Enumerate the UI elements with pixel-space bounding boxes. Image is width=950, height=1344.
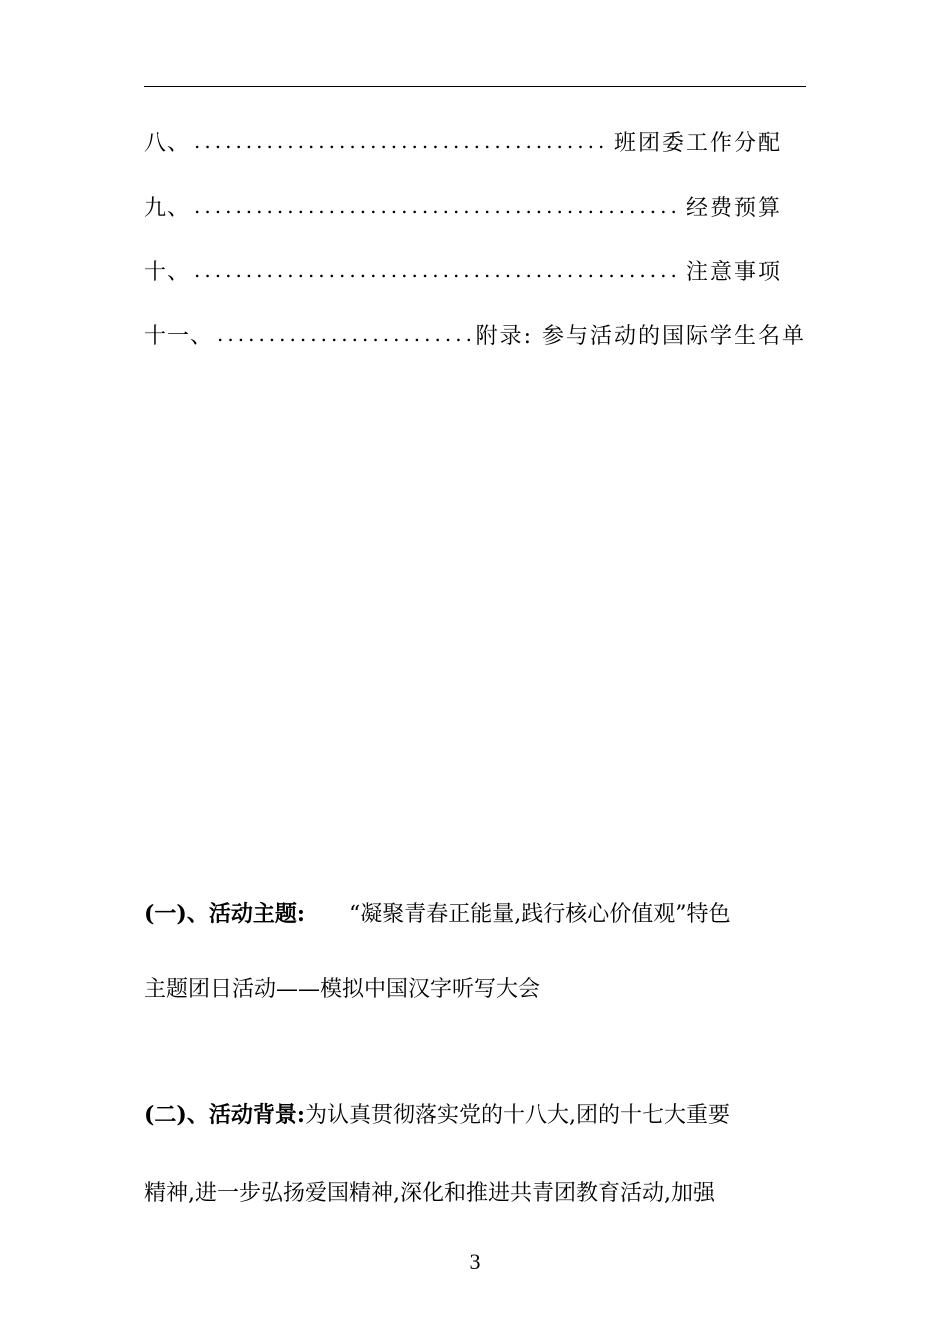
toc-entry-title: 注意事项 (685, 259, 782, 285)
theme-paragraph-line-2 (144, 972, 806, 1003)
toc-entry[interactable] (144, 124, 806, 158)
toc-entry-number: 十一、 (144, 323, 214, 349)
toc-entry-title: 经费预算 (685, 195, 782, 221)
toc-entry-title: 班团委工作分配 (613, 130, 782, 156)
toc-entry-title: 附录: 参与活动的国际学生名单 (475, 323, 806, 349)
toc-entry-number: 八、 (144, 130, 191, 156)
toc-entry[interactable] (144, 253, 806, 287)
toc-entry[interactable] (144, 189, 806, 223)
theme-paragraph-line-1 (144, 897, 806, 928)
header-rule (144, 86, 806, 87)
toc-dot-leader (194, 129, 608, 153)
background-text-line-1: 为认真贯彻落实党的十八大,团的十七大重要 (304, 1103, 730, 1128)
background-heading: (二)、活动背景: (144, 1102, 305, 1128)
theme-heading: (一)、活动主题: (144, 901, 305, 927)
page-number: 3 (469, 1249, 481, 1274)
toc-entry-number: 十、 (144, 259, 191, 285)
toc-entry-number: 九、 (144, 195, 191, 221)
theme-text-line-1: “凝聚青春正能量,践行核心价值观”特色 (348, 902, 731, 927)
background-text-line-2: 精神,进一步弘扬爱国精神,深化和推进共青团教育活动,加强 (144, 1181, 715, 1206)
toc-dot-leader (217, 322, 470, 346)
background-paragraph-line-1 (144, 1098, 806, 1129)
toc-dot-leader (194, 194, 680, 218)
toc-entry[interactable] (144, 317, 806, 351)
background-paragraph-line-2 (144, 1176, 806, 1207)
toc-dot-leader (194, 258, 680, 282)
theme-text-line-2: 主题团日活动——模拟中国汉字听写大会 (144, 977, 541, 1002)
